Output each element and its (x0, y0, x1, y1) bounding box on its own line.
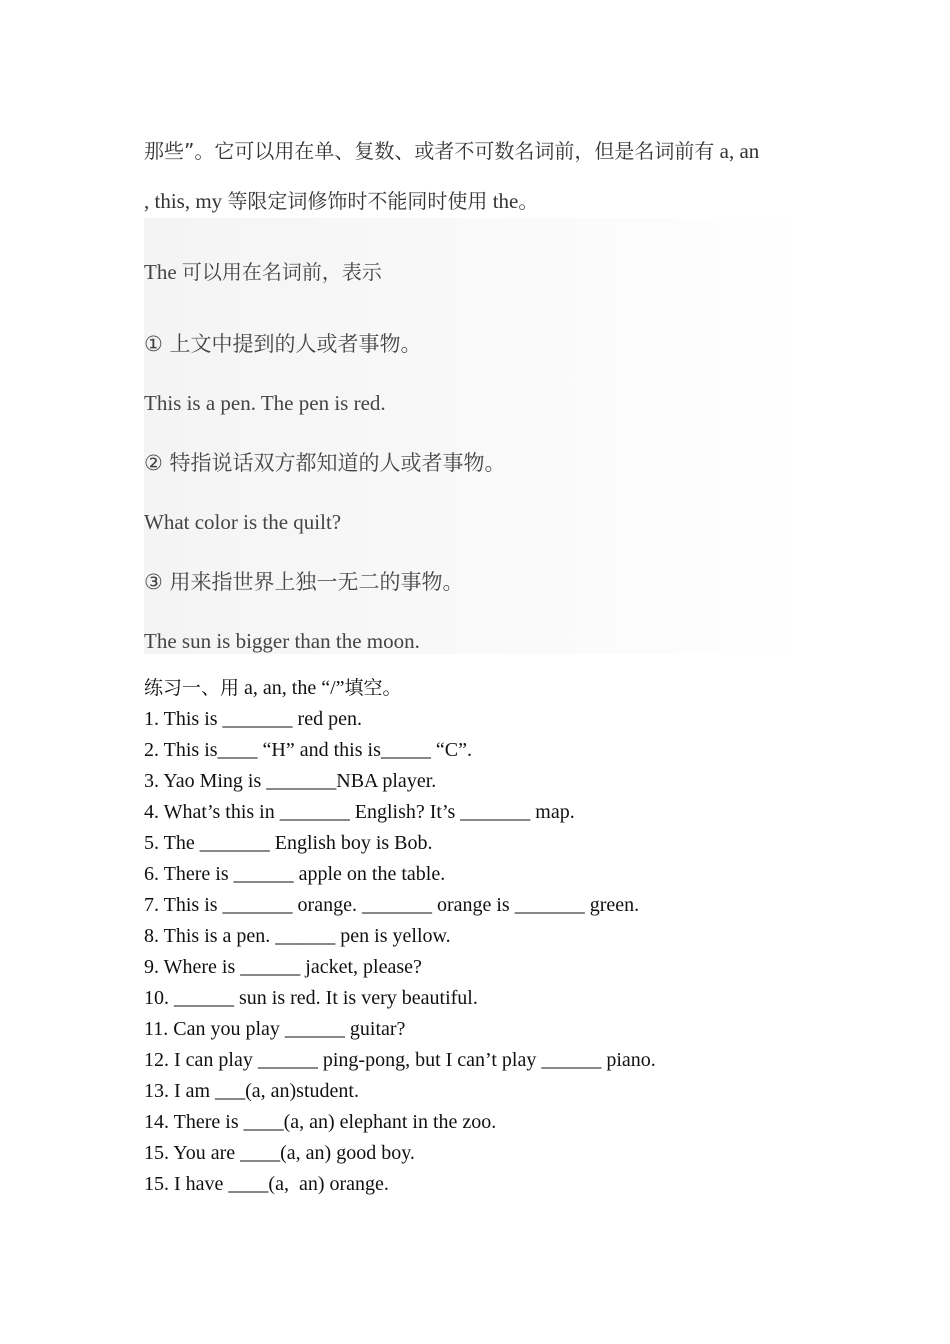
exercise-item-15: 15. You are ____(a, an) good boy. (144, 1142, 415, 1164)
the-usage-intro-en: The (144, 260, 182, 284)
exercise-item-14: 14. There is ____(a, an) elephant in the zoo. (144, 1111, 497, 1133)
the-usage-intro (144, 257, 382, 287)
exercise-item-11: 11. Can you play ______ guitar? (144, 1018, 406, 1040)
exercise-item-1: 1. This is _______ red pen. (144, 708, 362, 730)
exercise-item-2: 2. This is____ “H” and this is_____ “C”. (144, 739, 472, 761)
exercise-title-cn: 练习一、用 (144, 677, 240, 699)
exercise-title-en: a, an, the “/” (239, 677, 345, 699)
usage-example-2: What color is the quilt? (144, 510, 342, 534)
usage-point-2: ② 特指说话双方都知道的人或者事物。 (144, 451, 506, 475)
exercise-item-16: 15. I have ____(a, an) orange. (144, 1173, 389, 1195)
exercise-item-9: 9. Where is ______ jacket, please? (144, 956, 422, 978)
intro-line-2-en-2: the (487, 189, 519, 213)
exercise-item-8: 8. This is a pen. ______ pen is yellow. (144, 925, 451, 947)
the-usage-intro-cn: 可以用在名词前，表示 (181, 260, 382, 284)
usage-point-1: ① 上文中提到的人或者事物。 (144, 332, 422, 356)
usage-point-3: ③ 用来指世界上独一无二的事物。 (144, 570, 464, 594)
intro-line-1 (144, 126, 808, 176)
exercise-item-4: 4. What’s this in _______ English? It’s _______ map. (144, 801, 575, 823)
intro-line-2-en-1: , this, my (144, 189, 228, 213)
usage-example-3: The sun is bigger than the moon. (144, 629, 420, 653)
intro-line-2-cn: 等限定词修饰时不能同时使用 (227, 189, 488, 213)
exercise-title-end: 填空。 (344, 677, 402, 699)
intro-line-1-en: a, an (714, 139, 760, 163)
exercise-item-7: 7. This is _______ orange. _______ orange is _______ green. (144, 894, 640, 916)
exercise-section (144, 673, 844, 1200)
usage-example-1: This is a pen. The pen is red. (144, 391, 386, 415)
exercise-title (144, 673, 844, 704)
intro-line-2-end: 。 (518, 189, 539, 213)
exercise-item-6: 6. There is ______ apple on the table. (144, 863, 446, 885)
exercise-item-13: 13. I am ___(a, an)student. (144, 1080, 359, 1102)
exercise-item-3: 3. Yao Ming is _______NBA player. (144, 770, 437, 792)
exercise-item-10: 10. ______ sun is red. It is very beautiful. (144, 987, 478, 1009)
exercise-item-12: 12. I can play ______ ping-pong, but I can’t play ______ piano. (144, 1049, 656, 1071)
intro-line-1-cn: 那些”。它可以用在单、复数、或者不可数名词前，但是名词前有 (144, 139, 715, 163)
exercise-item-5: 5. The _______ English boy is Bob. (144, 832, 433, 854)
